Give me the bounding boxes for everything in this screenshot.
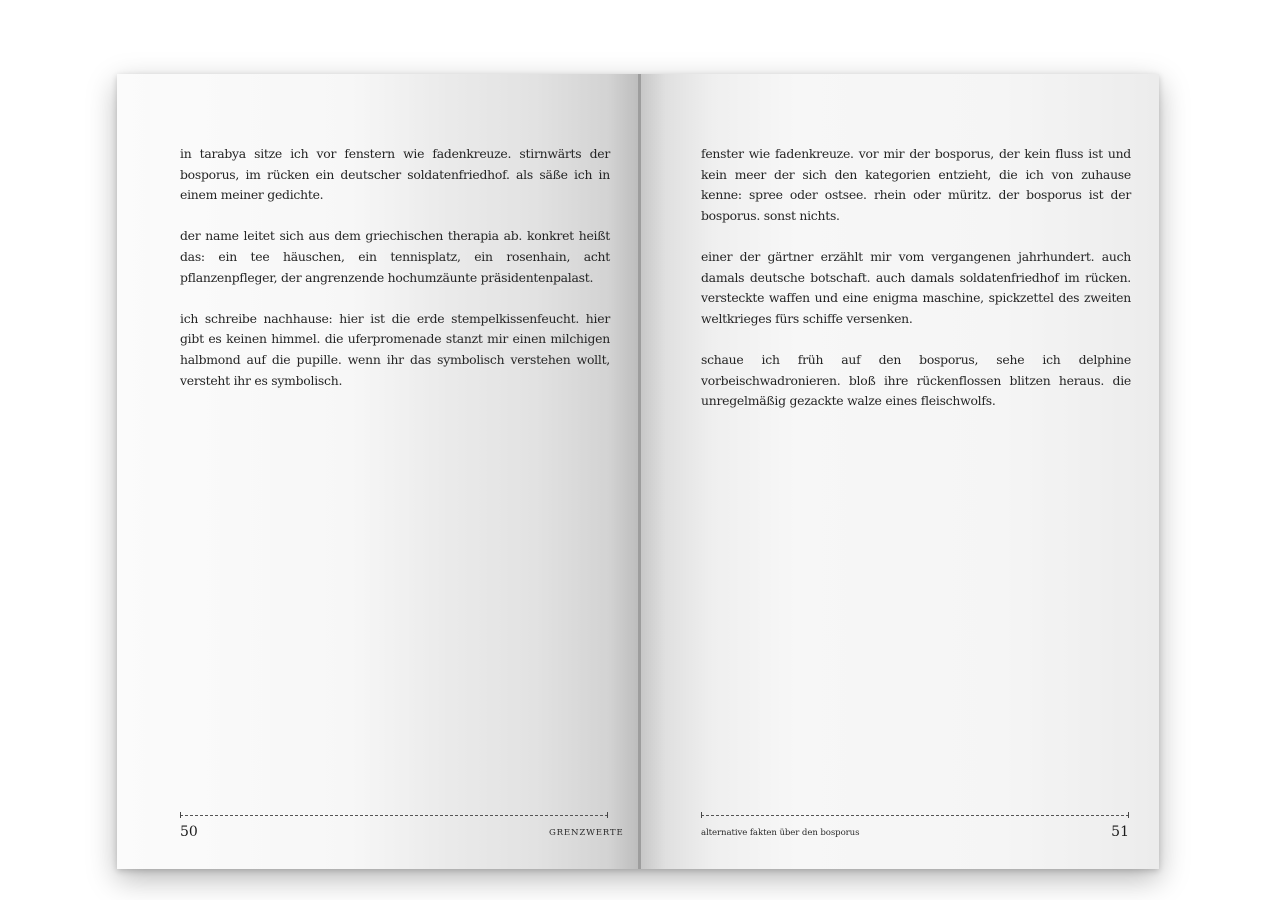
right-page-body (701, 144, 1131, 432)
book-gutter (638, 74, 641, 869)
open-book-spread (117, 74, 1159, 869)
paragraph: in tarabya sitze ich vor fenstern wie fadenkreuze. stirnwärts der bosporus, im rücken ein deutscher soldatenfriedhof. als säße ich in einem meiner gedichte. (180, 146, 610, 203)
running-header: alternative fakten über den bosporus (701, 828, 860, 838)
left-page (117, 74, 640, 869)
right-page (640, 74, 1159, 869)
paragraph: schaue ich früh auf den bosporus, sehe ich delphine vorbeischwadronieren. bloß ihre rückenflossen blitzen heraus. die unregelmäßig gezackte walze eines fleischwolfs. (701, 351, 1131, 409)
paragraph: ich schreibe nachhause: hier ist die erde stempelkissenfeucht. hier gibt es keinen himmel. die uferpromenade stanzt mir einen milchigen halbmond auf die pupille. wenn ihr das symbolisch verstehen wollt, versteht ihr es symbolisch. (180, 310, 610, 388)
running-header: GRENZWERTE (549, 828, 624, 838)
paragraph: einer der gärtner erzählt mir vom vergangenen jahrhundert. auch damals deutsche botschaft. auch damals soldatenfriedhof im rücken. versteckte waffen und eine enigma maschine, spickzettel des zweiten weltkrieges fürs schiffe versenken. (701, 248, 1131, 326)
paragraph: fenster wie fadenkreuze. vor mir der bosporus, der kein fluss ist und kein meer der sich den kategorien entzieht, die ich von zuhause kenne: spree oder ostsee. rhein oder müritz. der bosporus ist der bosporus. sonst nichts. (701, 146, 1131, 223)
paragraph: der name leitet sich aus dem griechischen therapia ab. konkret heißt das: ein tee häuschen, ein tennisplatz, ein rosenhain, acht pflanzenpfleger, der angrenzende hochumzäunte präsidentenpalast. (180, 228, 610, 285)
page-number: 51 (1111, 824, 1129, 840)
footer-dashed-rule (701, 815, 1129, 816)
left-page-body (180, 144, 610, 412)
footer-dashed-rule (180, 815, 608, 816)
page-number: 50 (180, 824, 198, 840)
